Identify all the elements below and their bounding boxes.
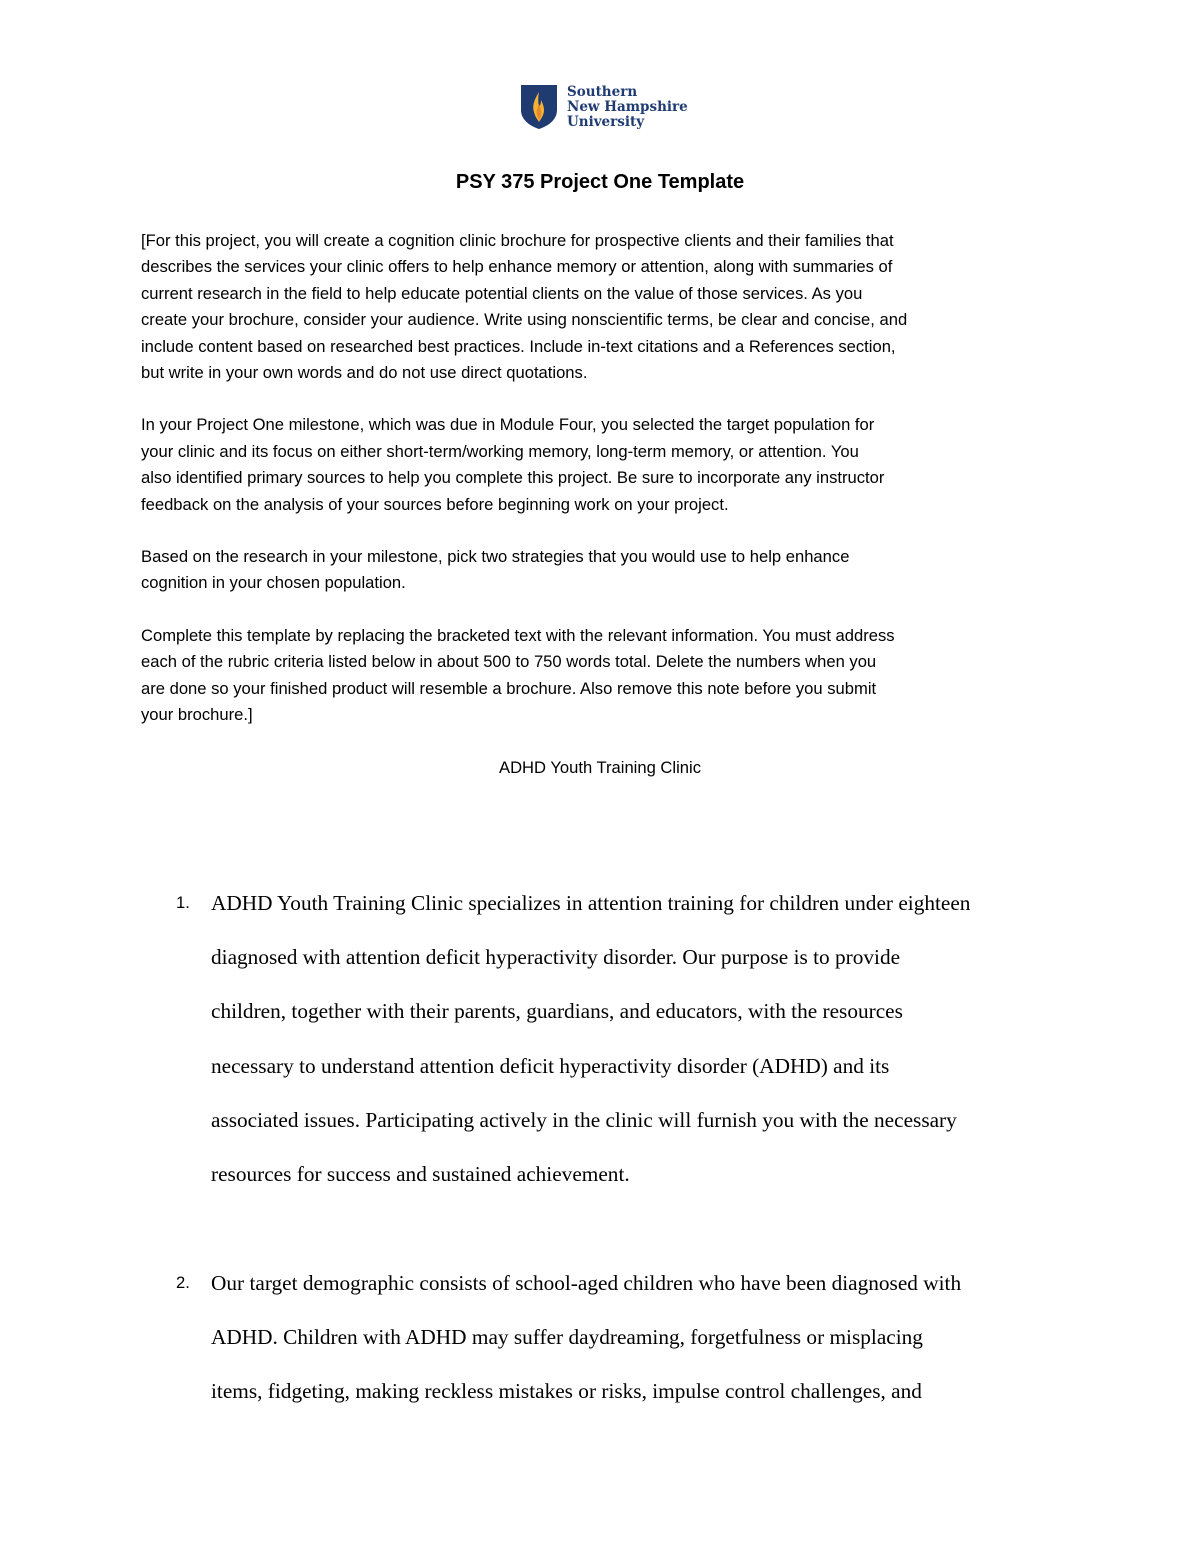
text-line: but write in your own words and do not use direct quotations. xyxy=(141,363,588,383)
university-wordmark xyxy=(567,85,688,130)
text-line: associated issues. Participating actively in the clinic will furnish you with the necessary xyxy=(211,1107,957,1132)
text-line: describes the services your clinic offers to help enhance memory or attention, along with summaries of xyxy=(141,257,893,277)
text-line: ADHD Youth Training Clinic specializes in attention training for children under eighteen xyxy=(211,891,971,915)
clinic-name-heading: ADHD Youth Training Clinic xyxy=(499,758,701,777)
text-line: children, together with their parents, guardians, and educators, with the resources xyxy=(211,999,903,1024)
text-line: your clinic and its focus on either short-term/working memory, long-term memory, or attention. You xyxy=(141,441,859,461)
text-line: necessary to understand attention deficit hyperactivity disorder (ADHD) and its xyxy=(211,1053,890,1078)
text-line: Based on the research in your milestone, pick two strategies that you would use to help enhance xyxy=(141,547,850,567)
text-line: items, fidgeting, making reckless mistakes or risks, impulse control challenges, and xyxy=(211,1379,922,1404)
list-item-number: 2. xyxy=(176,1273,190,1292)
university-logo xyxy=(520,84,688,130)
logo-line-new-hampshire: New Hampshire xyxy=(567,99,688,115)
text-line: In your Project One milestone, which was due in Module Four, you selected the target population for xyxy=(141,415,875,435)
instructions-paragraph-3 xyxy=(141,544,1071,597)
list-item-body xyxy=(211,876,1091,1201)
shield-flame-icon xyxy=(520,84,558,130)
instructions-paragraph-1 xyxy=(141,228,1071,386)
text-line: feedback on the analysis of your sources before beginning work on your project. xyxy=(141,494,729,514)
text-line: your brochure.] xyxy=(141,705,253,725)
list-item-body xyxy=(211,1256,1091,1419)
logo-line-university: University xyxy=(567,114,645,130)
text-line: each of the rubric criteria listed below in about 500 to 750 words total. Delete the numbers when you xyxy=(141,652,877,672)
list-item-number: 1. xyxy=(176,893,190,912)
text-line: current research in the field to help educate potential clients on the value of those services. As you xyxy=(141,283,863,303)
text-line: resources for success and sustained achievement. xyxy=(211,1162,630,1187)
text-line: create your brochure, consider your audience. Write using nonscientific terms, be clear and concise, and xyxy=(141,310,908,330)
document-title: PSY 375 Project One Template xyxy=(455,171,745,193)
instructions-paragraph-4 xyxy=(141,623,1071,729)
text-line: Complete this template by replacing the bracketed text with the relevant information. You must address xyxy=(141,625,895,645)
logo-line-southern: Southern xyxy=(567,84,638,100)
text-line: [For this project, you will create a cognition clinic brochure for prospective clients and their families that xyxy=(141,231,894,250)
text-line: also identified primary sources to help you complete this project. Be sure to incorporate any instructor xyxy=(141,468,885,488)
text-line: diagnosed with attention deficit hyperactivity disorder. Our purpose is to provide xyxy=(211,945,901,970)
text-line: ADHD. Children with ADHD may suffer daydreaming, forgetfulness or misplacing xyxy=(211,1325,923,1350)
text-line: Our target demographic consists of school-aged children who have been diagnosed with xyxy=(211,1271,962,1295)
text-line: include content based on researched best practices. Include in-text citations and a References section, xyxy=(141,336,896,356)
text-line: are done so your finished product will resemble a brochure. Also remove this note before you submit xyxy=(141,678,877,698)
instructions-paragraph-2 xyxy=(141,412,1071,518)
instructions-block xyxy=(141,228,1071,755)
text-line: cognition in your chosen population. xyxy=(141,573,406,593)
